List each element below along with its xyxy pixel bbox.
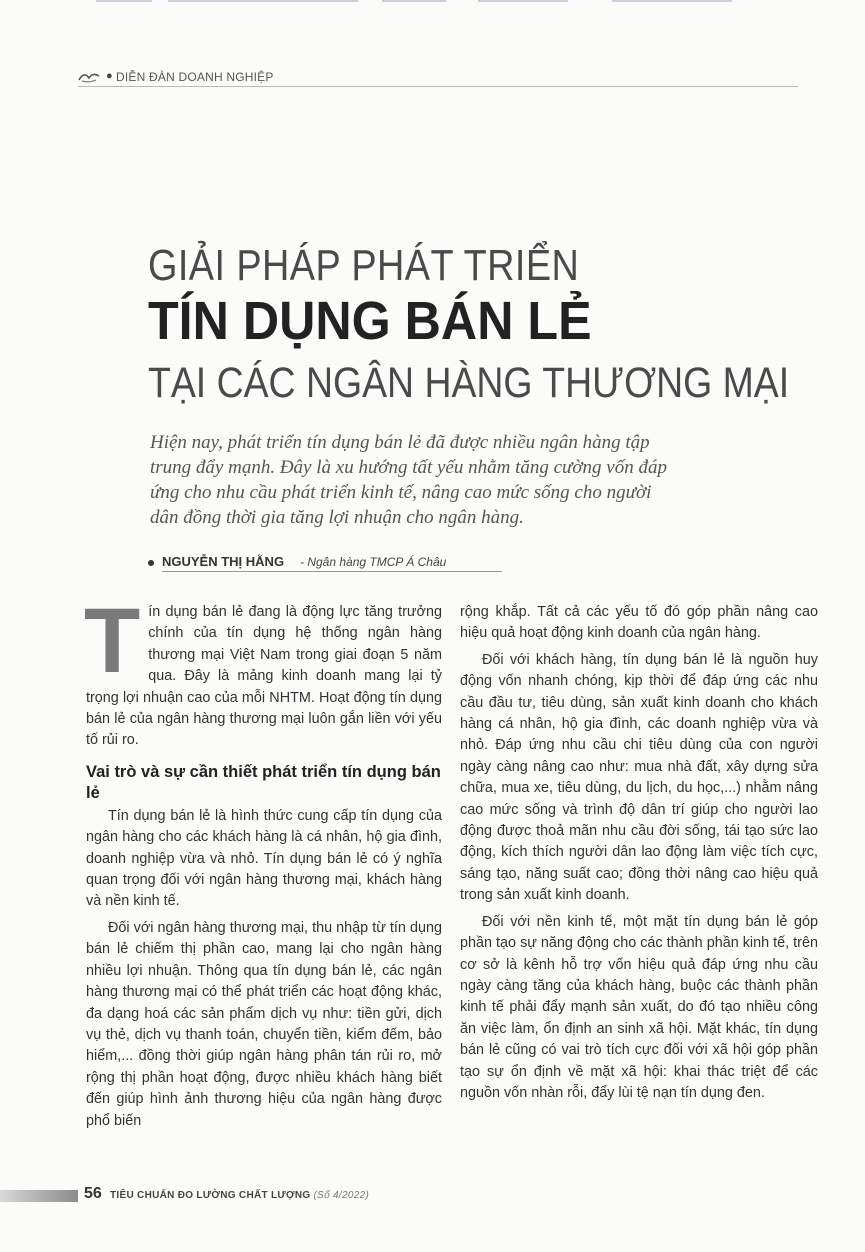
- intro-paragraph: [84, 590, 442, 752]
- footer-bar: [0, 1190, 78, 1202]
- top-border: [0, 0, 865, 4]
- title-line-2: TÍN DỤNG BÁN LẺ: [148, 291, 592, 351]
- article-title: [148, 240, 828, 408]
- byline-rule: [162, 571, 502, 572]
- title-line-1: GIẢI PHÁP PHÁT TRIỂN: [148, 241, 580, 290]
- byline-bullet: [148, 560, 154, 566]
- section-header: [78, 66, 798, 88]
- lead-paragraph: Hiện nay, phát triển tín dụng bán lẻ đã được nhiều ngân hàng tập trung đẩy mạnh. Đây là xu hướng tất yếu nhằm tăng cường vốn đáp ứng cho nhu cầu phát triển kinh tế, nâng cao mức sống cho người dân đồng thời gia tăng lợi nhuận cho ngân hàng.: [150, 432, 667, 528]
- left-column: [84, 590, 442, 1137]
- body-paragraph: Đối với khách hàng, tín dụng bán lẻ là nguồn huy động vốn nhanh chóng, kịp thời để đáp ứng các nhu cầu đầu tư, tiêu dùng, sản xuất kinh doanh cho khách hàng cá nhân, hộ gia đình, các doanh nghiệp vừa và nhỏ. Đáp ứng nhu cầu chi tiêu dùng của con người ngày càng nâng cao như: mua nhà đất, xây dựng sửa chữa, mua xe, tiêu dùng, du lịch, du học,...) nhằm nâng cao mức sống và trình độ dân trí giúp cho người lao động được thoả mãn nhu cầu đời sống, tái tạo sức lao động, kích thích người dân lao động làm việc tích cực, sáng tạo, năng suất cao; đồng thời nâng cao hiệu quả trong sản xuất kinh doanh.: [460, 651, 818, 904]
- body-paragraph: Tín dụng bán lẻ là hình thức cung cấp tín dụng của ngân hàng cho các khách hàng là cá nhân, hộ gia đình, doanh nghiệp vừa và nhỏ. Tín dụng bán lẻ có ý nghĩa quan trọng đối với ngân hàng thương mại, khách hàng và nền kinh tế.: [86, 807, 442, 910]
- author-affiliation: - Ngân hàng TMCP Á Châu: [300, 555, 447, 569]
- publication-name: TIÊU CHUẨN ĐO LƯỜNG CHẤT LƯỢNG: [110, 1190, 311, 1201]
- section-heading: Vai trò và sự cần thiết phát triển tín dụng bán lẻ: [86, 762, 441, 802]
- intro-text: ín dụng bán lẻ đang là động lực tăng trưởng chính của tín dụng hệ thống ngân hàng thương mại Việt Nam trong giai đoạn 5 năm qua. Đây là mảng kinh doanh mang lại tỷ trọng lợi nhuận cao của mỗi NHTM. Hoạt động tín dụng bán lẻ của ngân hàng thương mại luôn gắn liền với yếu tố rủi ro.: [86, 604, 442, 749]
- body-paragraph: Đối với nền kinh tế, một mặt tín dụng bán lẻ góp phần tạo sự năng động cho các thành phần kinh tế, trên cơ sở là kênh hỗ trợ vốn hiệu quả đáp ứng nhu cầu ngày càng tăng của khách hàng, buộc các thành phần kinh tế phải đẩy mạnh sản xuất, do đó tạo nhiều công ăn việc làm, ổn định an sinh xã hội. Mặt khác, tín dụng bán lẻ cũng có vai trò tích cực đối với xã hội góp phần tạo sự ổn định về mặt xã hội: khai thác triệt để các nguồn vốn nhàn rỗi, đẩy lùi tệ nạn tín dụng đen.: [460, 913, 818, 1101]
- section-label: DIỄN ĐÀN DOANH NGHIỆP: [116, 70, 274, 84]
- issue-number: (Số 4/2022): [313, 1190, 370, 1201]
- footer-publication: [110, 1190, 369, 1201]
- drop-cap: T: [84, 590, 141, 692]
- section-bullet: ●: [106, 70, 113, 82]
- header-rule: [78, 86, 798, 87]
- bird-logo-icon: [78, 68, 100, 84]
- byline: [148, 554, 508, 574]
- title-line-3: TẠI CÁC NGÂN HÀNG THƯƠNG MẠI: [148, 359, 790, 407]
- body-paragraph-continued: rộng khắp. Tất cả các yếu tố đó góp phần nâng cao hiệu quả hoạt động kinh doanh của ngân hàng.: [460, 604, 818, 642]
- right-column: [460, 602, 818, 1109]
- body-paragraph: Đối với ngân hàng thương mại, thu nhập từ tín dụng bán lẻ chiếm thị phần cao, mang lại cho ngân hàng nhiều lợi nhuận. Thông qua tín dụng bán lẻ, các ngân hàng thương mại có thể phát triển các hoạt động khác, đa dạng hoá các sản phẩm dịch vụ như: tiền gửi, dịch vụ thẻ, dịch vụ thanh toán, chuyển tiền, kiểm đếm, bảo hiểm,... đồng thời giúp ngân hàng phân tán rủi ro, mở rộng thị phần hoạt động, được nhiều khách hàng biết đến giúp hình ảnh thương hiệu của ngân hàng được phổ biến: [86, 919, 442, 1129]
- author-name: NGUYỄN THỊ HẰNG: [162, 554, 285, 569]
- page-number: 56: [84, 1185, 102, 1202]
